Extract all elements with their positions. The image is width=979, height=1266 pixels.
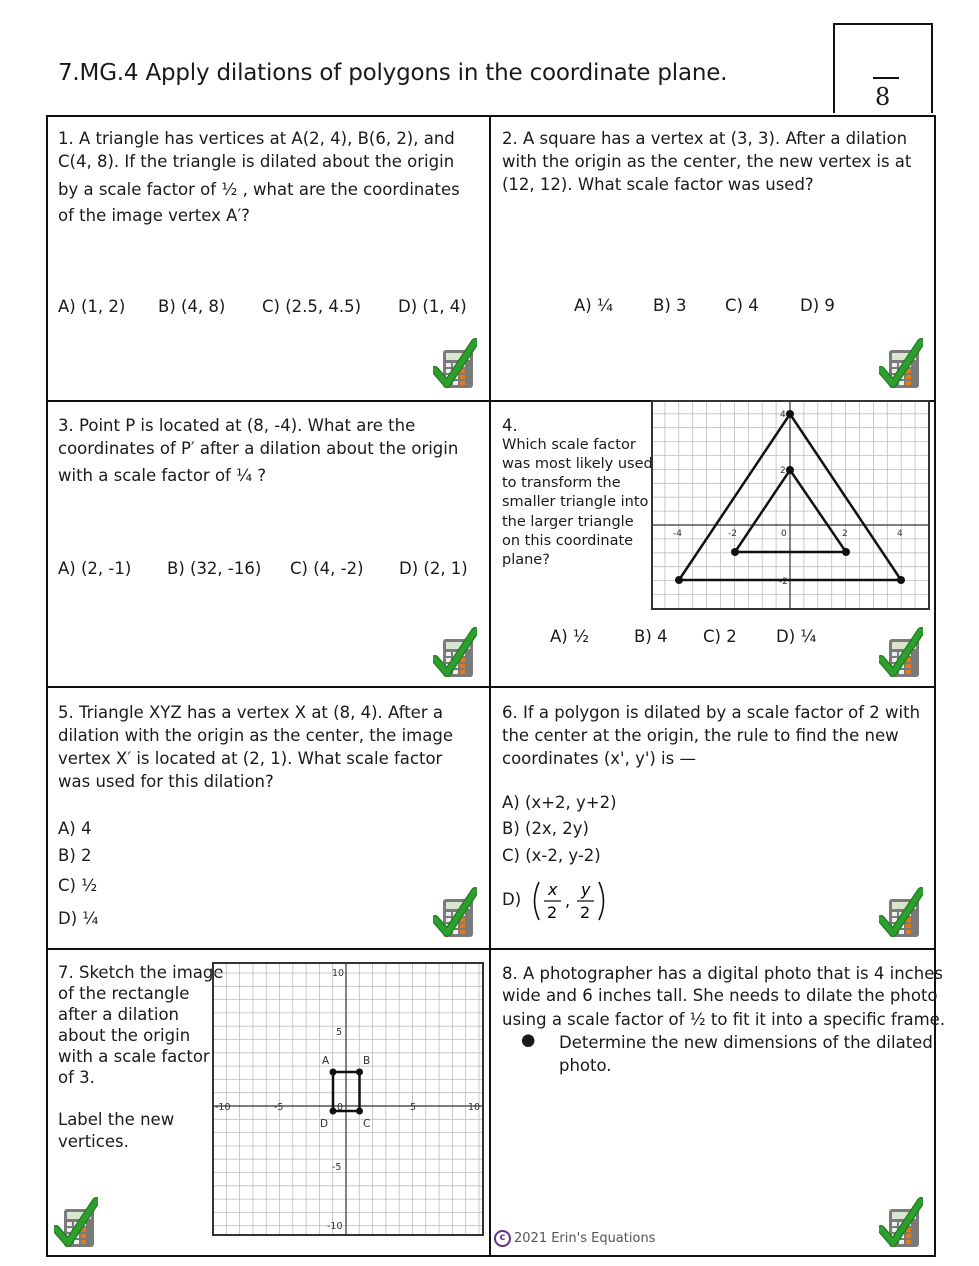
q8-text-3: using a scale factor of ½ to fit it into a specific frame. [502,1010,946,1029]
q4-text-4: smaller triangle into [502,494,649,510]
q3-choice-b: B) (32, -16) [167,559,262,578]
q7-vertex-d-label: D [320,1118,329,1130]
q4-choice-a: A) ½ [550,627,589,646]
q5-text-4: was used for this dilation? [58,772,274,791]
copyright-footer [494,1230,655,1247]
q4-tick-y-neg2: -2 [779,577,788,587]
q6-choice-c: C) (x-2, y-2) [502,846,601,865]
q4-text-3: to transform the [502,475,621,491]
q7-vertex-a-point [330,1069,337,1076]
q4-point [786,410,794,418]
q7-text-4: about the origin [58,1026,191,1045]
q6-frac2-den: 2 [580,903,591,922]
q4-tick-y-2: 2 [780,466,786,476]
calculator-icon [879,338,923,390]
q3-text-3: with a scale factor of ¼ ? [58,466,267,485]
q7-vertex-c-label: C [363,1118,371,1130]
q7-tick-x-0: 0 [337,1102,344,1113]
q1-text-2: C(4, 8). If the triangle is dilated about the origin [58,152,455,171]
q6-choice-d: D) [502,890,522,909]
q4-text-1: Which scale factor [502,437,636,453]
q2-text-2: with the origin as the center, the new vertex is at [502,152,912,171]
q7-gridlines [212,962,484,1236]
q7-instruction-1: Label the new [58,1110,175,1129]
calculator-icon [879,887,923,939]
q7-text-5: with a scale factor [58,1047,210,1066]
q2-text-1: 2. A square has a vertex at (3, 3). After a dilation [502,129,908,148]
q7-vertex-d-point [330,1108,337,1115]
q4-choice-b: B) 4 [634,627,668,646]
q5-text-2: dilation with the origin as the center, the image [58,726,453,745]
q6-comma: , [565,891,571,910]
q4-point [786,466,794,474]
q3-choice-c: C) (4, -2) [290,559,364,578]
q7-vertex-b-point [356,1069,363,1076]
q4-tick-x-2: 2 [842,529,848,539]
q6-frac2-num: y [581,880,591,899]
calculator-icon [879,627,923,679]
score-line [873,77,899,79]
q8-text-2: wide and 6 inches tall. She needs to dilate the photo [502,986,938,1005]
copyright-icon: c [494,1230,511,1247]
q5-choice-a: A) 4 [58,819,92,838]
q4-text-7: plane? [502,552,550,568]
q6-frac1-num: x [548,880,558,899]
q4-tick-x-4: 4 [897,529,903,539]
q2-choice-c: C) 4 [725,296,759,315]
q4-tick-x-neg4: -4 [673,529,682,539]
q4-point [731,548,739,556]
q6-right-paren [599,882,604,920]
calculator-icon [433,887,477,939]
q4-text-2: was most likely used [502,456,653,472]
q1-text-4: of the image vertex A′? [58,206,250,225]
q1-choice-c: C) (2.5, 4.5) [262,297,362,316]
q7-tick-y-neg10: -10 [327,1221,343,1232]
q4-choice-d: D) ¼ [776,627,817,646]
grid-divider-row2 [46,686,936,688]
q4-point [675,576,683,584]
q5-choice-c: C) ½ [58,876,98,895]
q8-bullet-text-1: Determine the new dimensions of the dilated [559,1033,933,1052]
q2-text-3: (12, 12). What scale factor was used? [502,175,814,194]
calculator-icon [879,1197,923,1249]
q3-text-2: coordinates of P′ after a dilation about the origin [58,439,459,458]
q3-text-1: 3. Point P is located at (8, -4). What are the [58,416,416,435]
q4-tick-x-0: 0 [781,529,787,539]
q7-grid-border [213,963,483,1235]
q1-text-1: 1. A triangle has vertices at A(2, 4), B(6, 2), and [58,129,455,148]
q7-tick-y-10: 10 [332,968,345,979]
q2-choice-a: A) ¼ [574,296,613,315]
q1-choice-d: D) (1, 4) [398,297,467,316]
q7-text-1: 7. Sketch the image [58,963,224,982]
q7-text-2: of the rectangle [58,984,190,1003]
q7-instruction-2: vertices. [58,1132,129,1151]
calculator-icon [54,1197,98,1249]
q7-text-6: of 3. [58,1068,95,1087]
q2-choice-b: B) 3 [653,296,687,315]
q7-coordinate-grid [212,962,484,1236]
grid-divider-row3 [46,948,936,950]
q4-number: 4. [502,416,518,435]
q4-choice-c: C) 2 [703,627,737,646]
q5-text-3: vertex X′ is located at (2, 1). What scale factor [58,749,443,768]
q7-vertex-b-label: B [363,1055,371,1067]
q1-choice-b: B) (4, 8) [158,297,226,316]
q4-text-6: on this coordinate [502,533,634,549]
q6-text-2: the center at the origin, the rule to find the new [502,726,899,745]
q7-text-3: after a dilation [58,1005,179,1024]
q6-choice-a: A) (x+2, y+2) [502,793,617,812]
q4-point [897,576,905,584]
q8-text-1: 8. A photographer has a digital photo that is 4 inches [502,964,943,983]
q6-text-3: coordinates (x', y') is — [502,749,696,768]
calculator-icon [433,338,477,390]
q1-choice-a: A) (1, 2) [58,297,126,316]
q5-choice-b: B) 2 [58,846,92,865]
calculator-icon [433,627,477,679]
q4-tick-y-4: 4 [780,410,786,420]
q7-tick-y-neg5: -5 [332,1162,342,1173]
q5-choice-d: D) ¼ [58,909,99,928]
q7-tick-x-neg5: -5 [274,1102,284,1113]
q6-left-paren [535,882,540,920]
q5-text-1: 5. Triangle XYZ has a vertex X at (8, 4). After a [58,703,443,722]
q6-text-1: 6. If a polygon is dilated by a scale factor of 2 with [502,703,921,722]
q7-vertex-a-label: A [322,1055,330,1067]
q7-tick-x-5: 5 [410,1102,417,1113]
q6-frac1-den: 2 [547,903,558,922]
q2-choice-d: D) 9 [800,296,835,315]
q7-tick-x-10: 10 [468,1102,481,1113]
score-total: 8 [875,83,891,111]
q6-choice-d-formula [528,876,610,926]
q4-text-5: the larger triangle [502,514,634,530]
q4-tick-x-neg2: -2 [728,529,737,539]
q3-choice-d: D) (2, 1) [399,559,468,578]
page-title: 7.MG.4 Apply dilations of polygons in the coordinate plane. [58,60,728,86]
q7-tick-y-5: 5 [336,1027,343,1038]
copyright-text: 2021 Erin's Equations [514,1231,656,1246]
q3-choice-a: A) (2, -1) [58,559,132,578]
q1-text-3: by a scale factor of ½ , what are the coordinates [58,180,460,199]
q8-bullet-text-2: photo. [559,1056,612,1075]
q7-tick-x-neg10: -10 [215,1102,231,1113]
score-box [833,23,933,113]
q7-vertex-c-point [356,1108,363,1115]
q4-point [842,548,850,556]
q4-coordinate-grid [651,400,930,610]
q6-choice-b: B) (2x, 2y) [502,819,589,838]
q8-bullet-dot: ● [521,1030,536,1049]
